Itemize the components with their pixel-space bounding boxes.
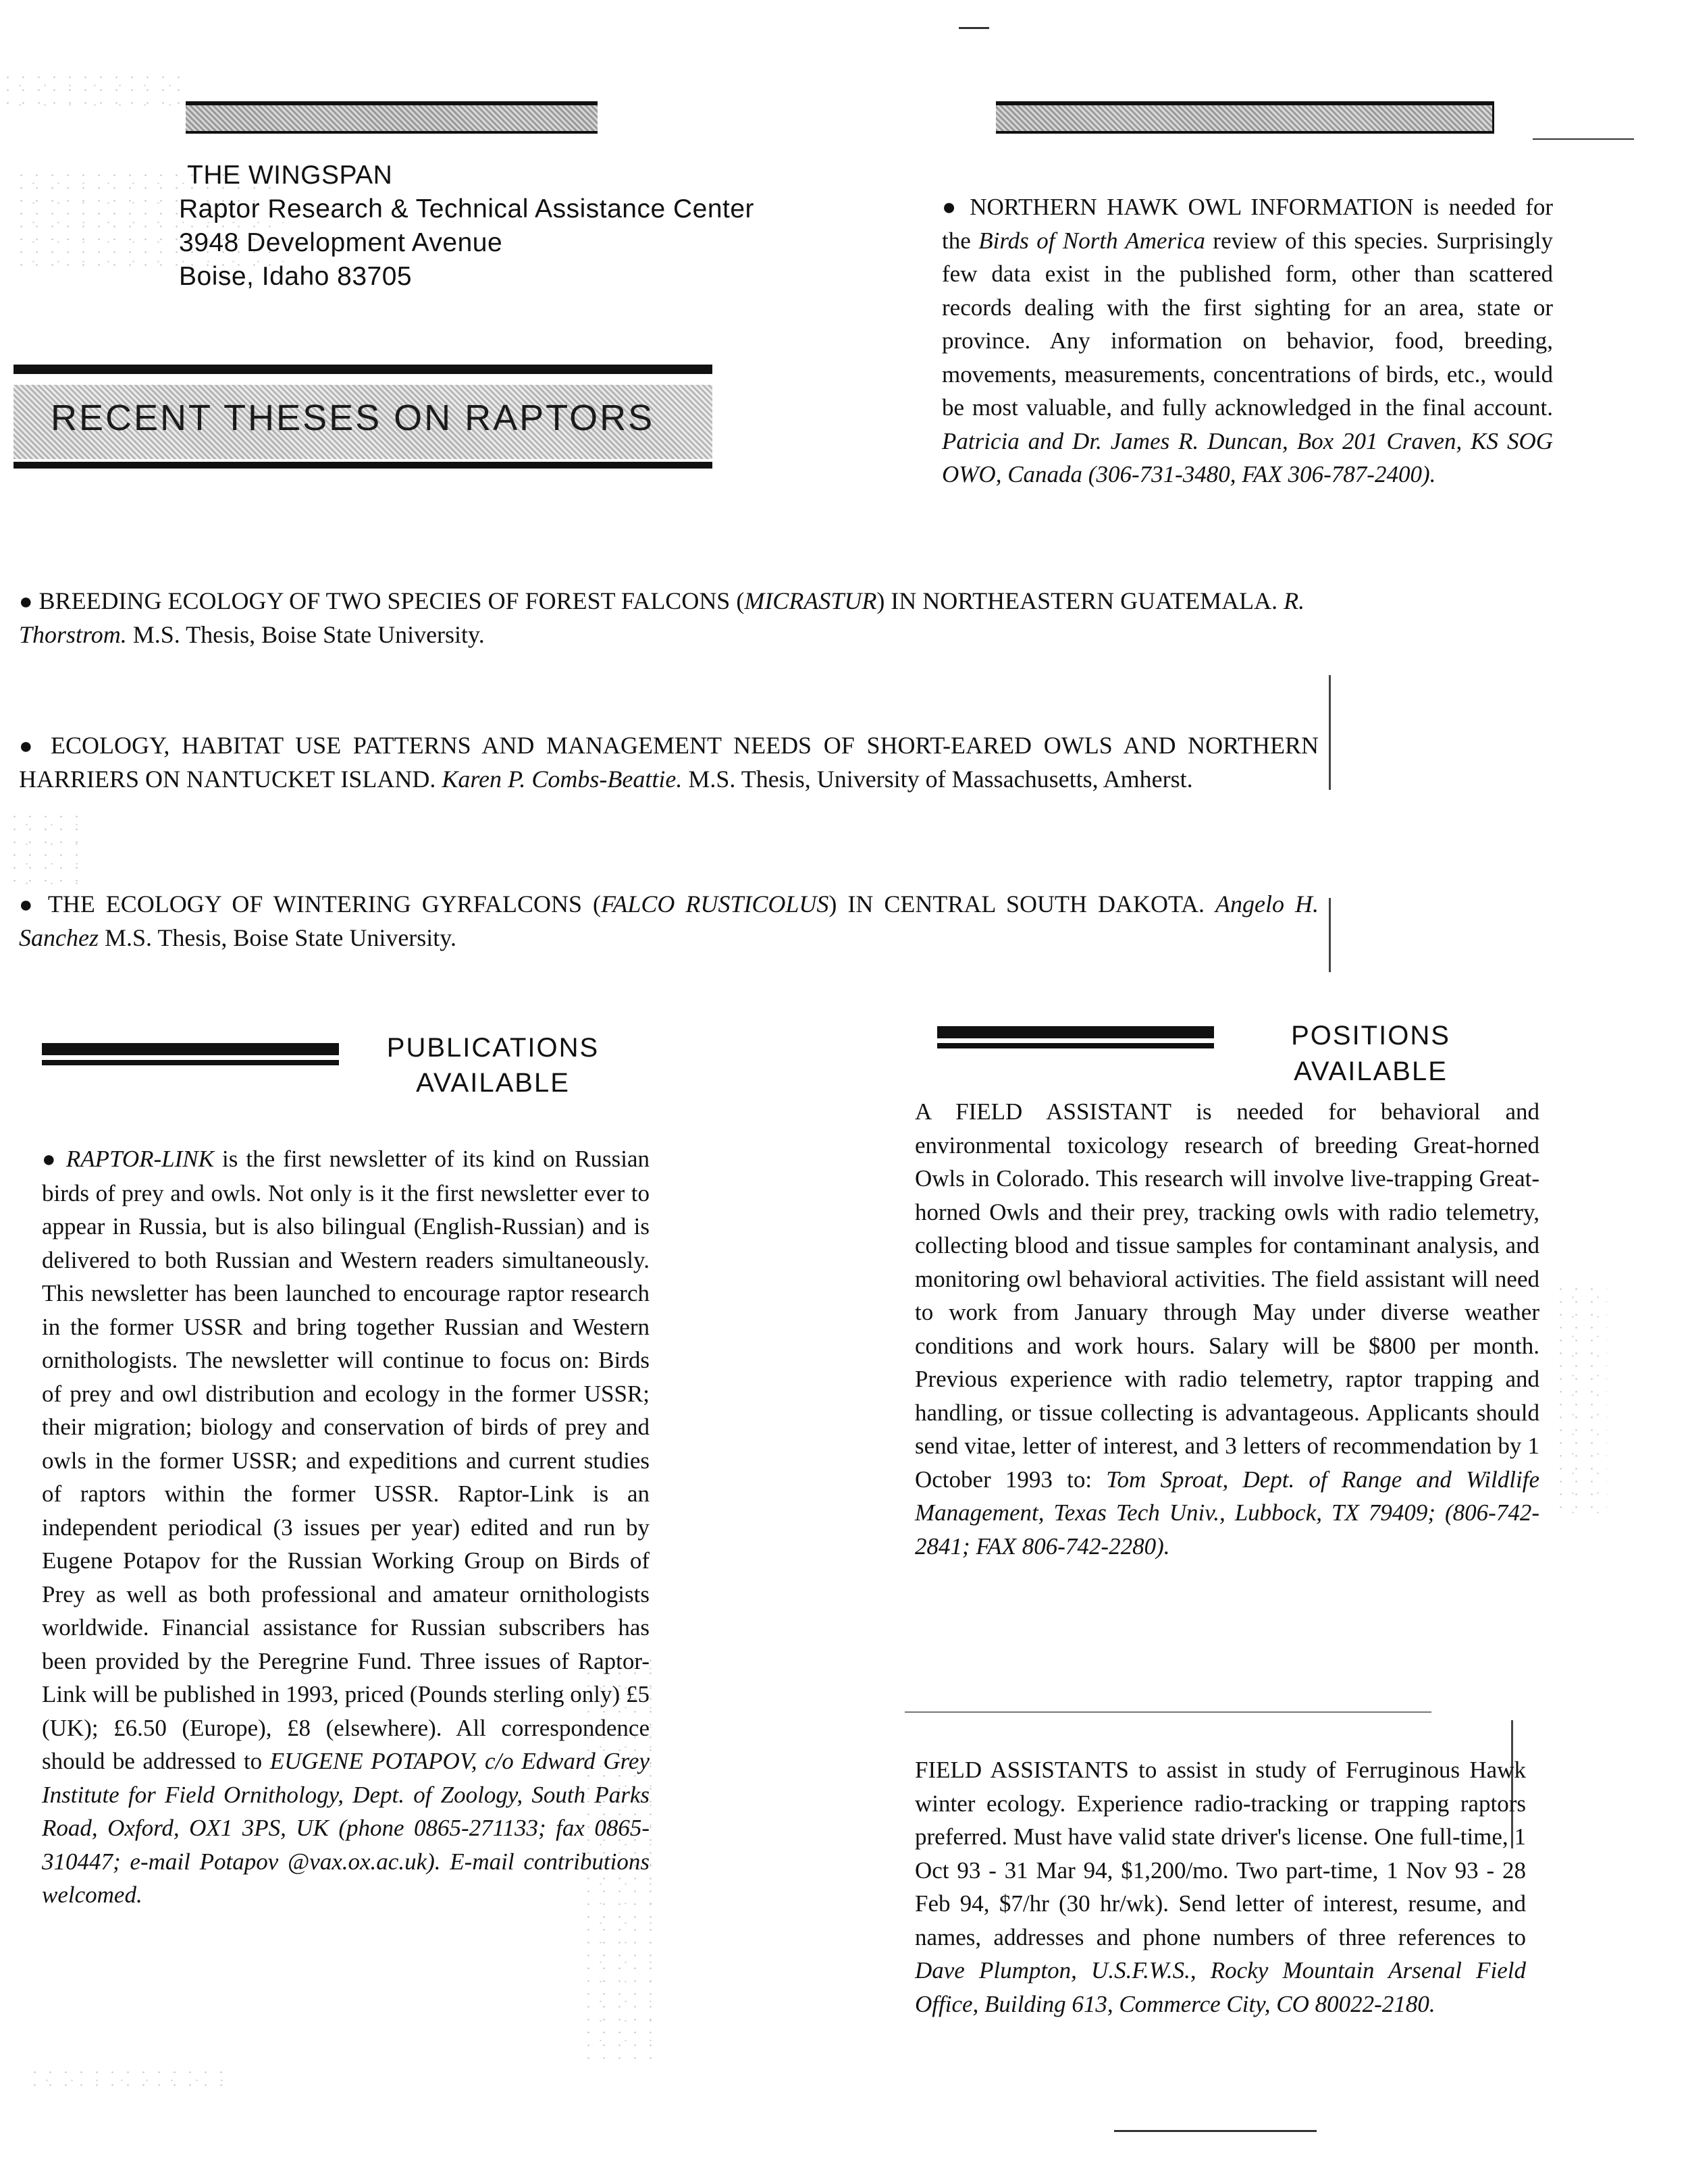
masthead — [179, 159, 854, 294]
thesis-bullet: ● — [19, 734, 39, 759]
thesis-item-2 — [19, 729, 1319, 795]
theses-banner-bottom — [14, 462, 712, 469]
theses-heading: RECENT THESES ON RAPTORS — [51, 398, 655, 438]
thesis-title-italic: MICRASTUR — [744, 587, 877, 614]
top-right-rule — [1533, 138, 1634, 140]
thesis-title: ECOLOGY, HABITAT USE PATTERNS AND MANAGEMENT NEEDS OF SHORT-EARED OWLS AND NORTHERN HARRIERS ON NANTUCKET ISLAND. — [19, 732, 1319, 793]
pos-heading-bar-2 — [937, 1043, 1214, 1048]
job2-contact: Dave Plumpton, U.S.F.W.S., Rocky Mountain Arsenal Field Office, Building 613, Commerce City, CO 80022-2180. — [915, 1957, 1526, 2017]
pub-heading-bar — [42, 1043, 339, 1055]
theses-heading-band — [14, 385, 712, 459]
owl-notice-contact: Patricia and Dr. James R. Duncan, Box 201 Craven, KS SOG OWO, Canada (306-731-3480, FAX 306-787-2400). — [942, 427, 1553, 487]
noise-bottom — [27, 2066, 230, 2093]
jobs-divider — [905, 1711, 1431, 1713]
thesis-title: BREEDING ECOLOGY OF TWO SPECIES OF FOREST FALCONS ( — [38, 587, 745, 614]
thesis-title-end: ) IN NORTHEASTERN GUATEMALA. — [876, 587, 1278, 614]
top-mark — [959, 27, 989, 29]
thesis-item-3 — [19, 888, 1319, 954]
thesis-author: Karen P. Combs-Beattie. — [442, 766, 683, 793]
thesis-bullet: ● — [19, 589, 33, 614]
thesis-item-1 — [19, 585, 1322, 651]
right-margin-rule-1 — [1329, 675, 1331, 790]
pos-heading-1: POSITIONS — [1291, 1021, 1450, 1050]
pub-heading-2: AVAILABLE — [416, 1068, 570, 1098]
owl-notice — [942, 190, 1553, 491]
thesis-author: Angelo H. Sanchez — [19, 890, 1319, 951]
thesis-title-italic: FALCO RUSTICOLUS — [601, 890, 829, 917]
masthead-city: Boise, Idaho 83705 — [179, 262, 413, 291]
theses-banner-top — [14, 365, 712, 374]
pub-heading-bar-2 — [42, 1060, 339, 1065]
owl-notice-ref: Birds of North America — [978, 227, 1205, 254]
job-field-assistants-hawk — [915, 1753, 1526, 2021]
noise-right — [1553, 1283, 1607, 1519]
noise-top — [0, 71, 189, 111]
right-margin-rule-2 — [1329, 898, 1331, 972]
thesis-degree: M.S. Thesis, University of Massachusetts, Amherst. — [688, 766, 1193, 793]
raptor-link-title: RAPTOR-LINK — [65, 1146, 214, 1172]
pub-heading-1: PUBLICATIONS — [386, 1033, 600, 1063]
masthead-title: THE WINGSPAN — [187, 161, 393, 190]
masthead-org: Raptor Research & Technical Assistance Center — [179, 194, 755, 223]
thesis-author: R. Thorstrom. — [19, 587, 1305, 648]
thesis-title-end: ) IN CENTRAL SOUTH DAKOTA. — [828, 890, 1205, 917]
thesis-degree: M.S. Thesis, Boise State University. — [104, 924, 456, 951]
top-banner-left — [186, 101, 598, 134]
thesis-title: THE ECOLOGY OF WINTERING GYRFALCONS ( — [47, 890, 602, 917]
thesis-bullet: ● — [19, 893, 38, 917]
thesis-degree: M.S. Thesis, Boise State University. — [132, 621, 485, 648]
job-field-assistant-owls — [915, 1095, 1539, 1563]
noise-left — [7, 810, 81, 891]
pos-heading-2: AVAILABLE — [1294, 1057, 1448, 1086]
job1-contact: Tom Sproat, Dept. of Range and Wildlife Management, Texas Tech Univ., Lubbock, TX 79409; (806-742-2841; FAX 806-742-2280). — [915, 1466, 1539, 1560]
raptor-link-notice — [42, 1142, 650, 1912]
owl-notice-rest: review of this species. Surprisingly few data exist in the published form, other than scattered records dealing with the first sighting for an area, state or province. Any information on behavior, food, breeding, movements, measurements, concentrations of birds, etc., would be most valuable, and fully acknowledged in the final account. — [942, 227, 1554, 421]
job2-body: FIELD ASSISTANTS to assist in study of Ferruginous Hawk winter ecology. Experience radio-tracking or trapping raptors preferred. Must have valid state driver's license. One full-time, 1 Oct 93 - 31 Mar 94, $1,200/mo. Two part-time, 1 Nov 93 - 28 Feb 94, $7/hr (30 hr/wk). Send letter of interest, resume, and names, addresses and phone numbers of three references to — [915, 1757, 1526, 1950]
pos-heading-bar — [937, 1026, 1214, 1038]
owl-notice-lead: ● NORTHERN HAWK OWL INFORMATION — [942, 194, 1414, 220]
owl-notice-body: is needed for the — [942, 194, 1553, 254]
pub-bullet: ● — [42, 1147, 58, 1172]
raptor-link-contact: EUGENE POTAPOV, c/o Edward Grey Institute for Field Ornithology, Dept. of Zoology, South Parks Road, Oxford, OX1 3PS, UK (phone 0865-271133; fax 0865-310447; e-mail Potapov @vax.ox.ac.uk). E-mail contributions welcomed. — [42, 1748, 650, 1908]
top-banner-right — [996, 101, 1494, 134]
job1-body: A FIELD ASSISTANT is needed for behavioral and environmental toxicology research of breeding Great-horned Owls in Colorado. This research will involve live-trapping Great-horned Owls and their prey, tracking owls with radio telemetry, collecting blood and tissue samples for contaminant analysis, and monitoring owl behavioral activities. The field assistant will need to work from January through May under diverse weather conditions and work hours. Salary will be $800 per month. Previous experience with radio telemetry, raptor trapping and handling, or tissue collecting is advantageous. Applicants should send vitae, letter of interest, and 3 letters of recommendation by 1 October 1993 to: — [915, 1098, 1539, 1493]
masthead-street: 3948 Development Avenue — [179, 228, 503, 257]
raptor-link-body: is the first newsletter of its kind on Russian birds of prey and owls. Not only is it the first newsletter ever to appear in Russia, but is also bilingual (English-Russian) and is delivered to both Russian and Western readers simultaneously. This newsletter has been launched to encourage raptor research in the former USSR and bring together Russian and Western ornithologists. The newsletter will continue to focus on: Birds of prey and owl distribution and ecology in the former USSR; their migration; biology and conservation of birds of prey and owls in the former USSR; and expeditions and current studies of raptors within the former USSR. Raptor-Link is an independent periodical (3 issues per year) edited and run by Eugene Potapov for the Russian Working Group on Birds of Prey as well as both professional and amateur ornithologists worldwide. Financial assistance for Russian subscribers has been provided by the Peregrine Fund. Three issues of Raptor-Link will be published in 1993, priced (Pounds sterling only) £5 (UK); £6.50 (Europe), £8 (elsewhere). All correspondence should be addressed to — [42, 1146, 650, 1774]
bottom-rule — [1114, 2130, 1317, 2132]
